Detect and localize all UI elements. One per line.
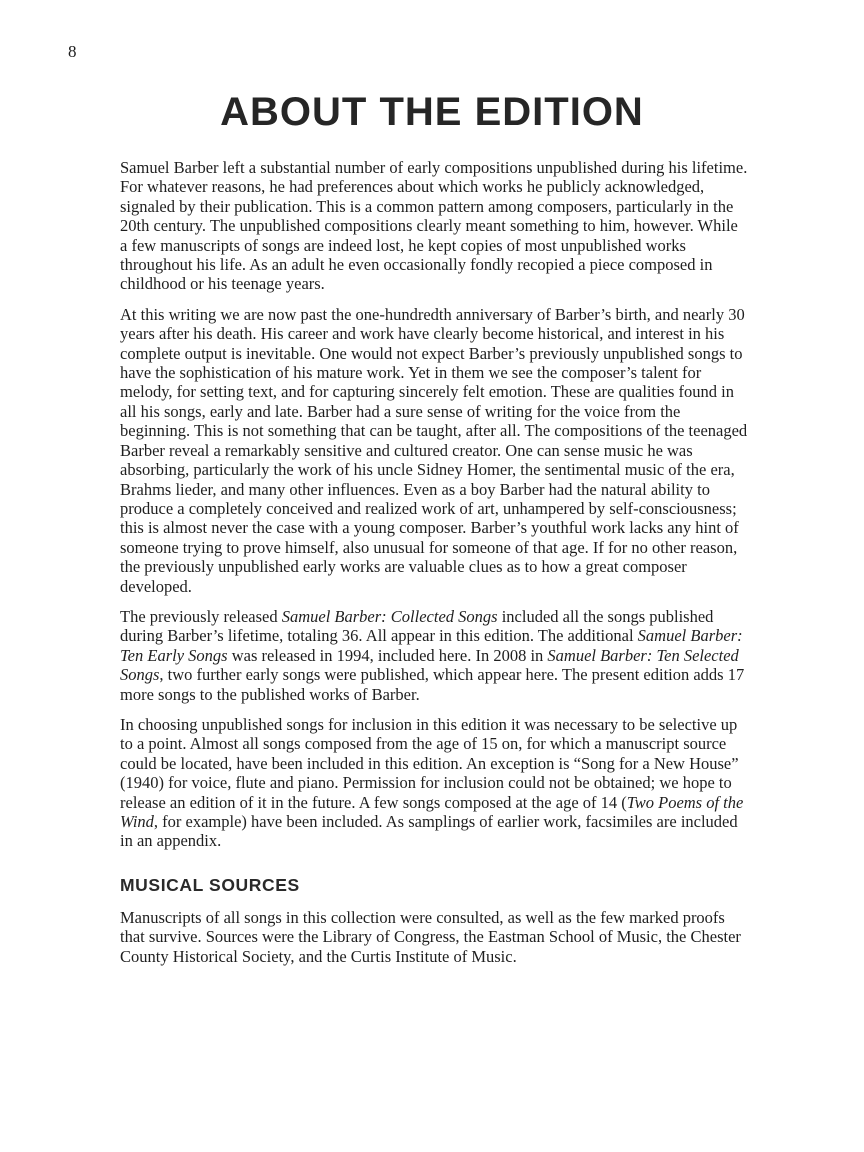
section-heading: MUSICAL SOURCES <box>120 874 300 895</box>
text-run: Manuscripts of all songs in this collection were consulted, as well as the few marked proofs that survive. Sources were the Library of Congress, the Eastman School of Music, the Chester County Historical Society, and the Curtis Institute of Music. <box>120 907 741 966</box>
text-run: included all the songs published during Barber’s lifetime, totaling 36. All appear in this edition. The additional <box>120 606 714 646</box>
paragraph <box>120 715 748 851</box>
page-title: ABOUT THE EDITION <box>220 90 644 134</box>
italic-text-run: Two Poems of the Wind <box>120 792 744 831</box>
text-run: , two further early songs were published, which appear here. The present edition adds 17 more songs to the published works of Barber. <box>120 665 745 704</box>
text-run: The previously released <box>120 606 282 626</box>
paragraph <box>120 158 748 294</box>
text-run: , for example) have been included. As samplings of earlier work, facsimiles are included in an appendix. <box>120 812 738 851</box>
text-run: In choosing unpublished songs for inclusion in this edition it was necessary to be selective up to a point. Almost all songs composed from the age of 15 on, for which a manuscript source could be located, have been included in this edition. An exception is “Song for a New House” (1940) for voice, flute and piano. Permission for inclusion could not be obtained; we hope to release an edition of it in the future. A few songs composed at the age of 14 ( <box>120 714 739 812</box>
italic-text-run: Samuel Barber: Collected Songs <box>281 606 498 626</box>
paragraph <box>120 607 748 704</box>
italic-text-run: Samuel Barber: Ten Early Songs <box>120 626 743 665</box>
italic-text-run: Samuel Barber: Ten Selected Songs <box>120 645 739 685</box>
paragraph <box>120 305 748 596</box>
body-column <box>120 158 748 966</box>
page-number: 8 <box>68 42 77 61</box>
section-paragraphs <box>120 908 748 966</box>
text-run: Samuel Barber left a substantial number of early compositions unpublished during his lifetime. For whatever reasons, he had preferences about which works he publicly acknowledged, signaled by their publication. This is a common pattern among composers, particularly in the 20th century. The unpublished compositions clearly meant something to him, however. While a few manuscripts of songs are indeed lost, he kept copies of most unpublished works throughout his life. As an adult he even occasionally fondly recopied a piece composed in childhood or his teenage years. <box>120 158 748 294</box>
text-run: At this writing we are now past the one-hundredth anniversary of Barber’s birth, and nearly 30 years after his death. His career and work have clearly become historical, and interest in his complete output is inevitable. One would not expect Barber’s previously unpublished songs to have the sophistication of his mature work. Yet in them we see the composer’s talent for melody, for setting text, and for capturing sincerely felt emotion. These are qualities found in all his songs, early and late. Barber had a sure sense of writing for the voice from the beginning. This is not something that can be taught, after all. The compositions of the teenaged Barber reveal a remarkably sensitive and cultured creator. One can sense music he was absorbing, particularly the work of his uncle Sidney Homer, the sentimental music of the era, Brahms lieder, and many other influences. Even as a boy Barber had the natural ability to produce a completely conceived and realized work of art, unhampered by self-consciousness; this is almost never the case with a young composer. Barber’s youthful work lacks any hint of someone trying to prove himself, also unusual for someone of that age. If for no other reason, the previously unpublished early works are valuable clues as to how a great composer developed. <box>120 304 748 596</box>
intro-paragraphs <box>120 158 748 851</box>
text-run: was released in 1994, included here. In 2008 in <box>227 645 548 665</box>
paragraph <box>120 908 748 966</box>
